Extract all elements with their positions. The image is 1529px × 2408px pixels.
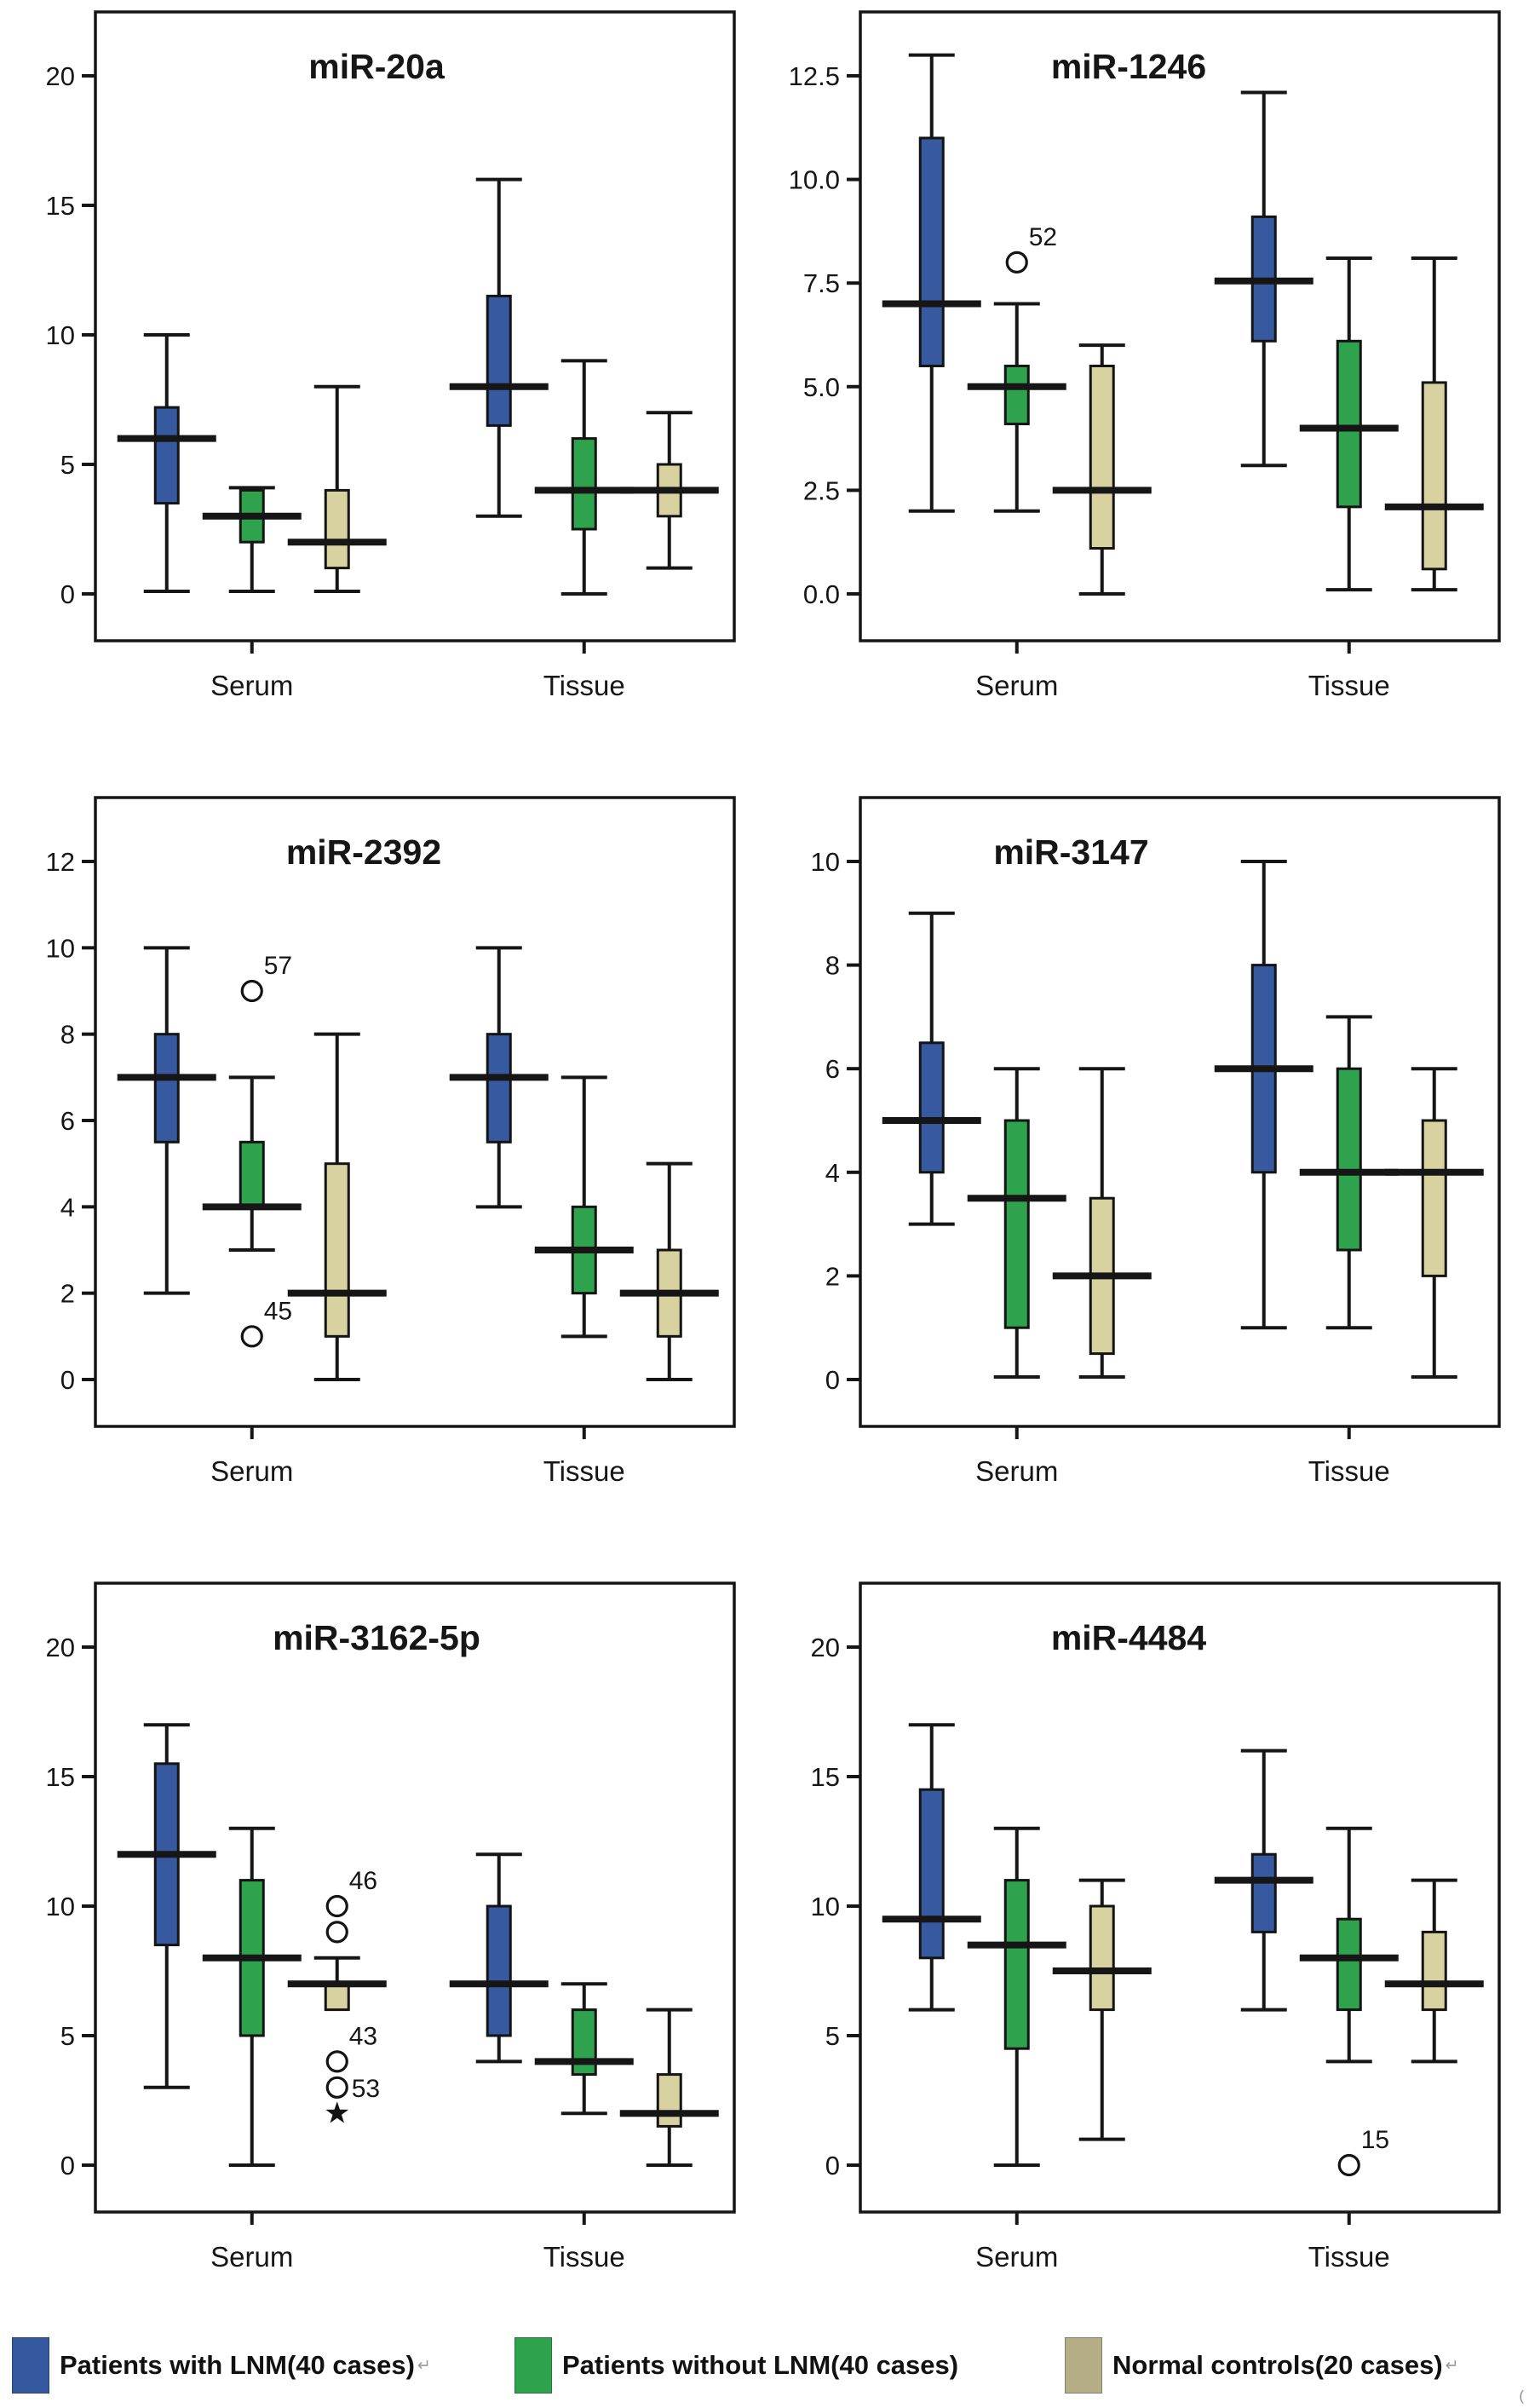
box-with_lnm-tissue	[450, 180, 549, 516]
y-tick-label: 20	[45, 61, 75, 91]
chart-cell-mir-20a	[0, 0, 764, 750]
legend-item-normal	[1065, 2323, 1459, 2408]
y-tick-label: 20	[45, 1633, 75, 1662]
y-tick-label: 2	[825, 1261, 840, 1292]
x-group-label: Serum	[975, 670, 1059, 701]
x-group-label: Tissue	[543, 1455, 625, 1487]
y-tick-label: 0	[825, 1365, 840, 1395]
outlier-label: 53	[351, 2074, 381, 2103]
box-with_lnm-serum	[882, 913, 981, 1224]
y-tick-label: 5	[60, 450, 75, 480]
box-normal-serum	[1053, 1881, 1152, 2140]
box-without_lnm-serum	[968, 1829, 1066, 2165]
plot-border	[95, 1583, 734, 2212]
y-tick-label: 5	[825, 2021, 840, 2051]
box-normal-tissue	[620, 1164, 719, 1380]
outlier-circle	[327, 2052, 347, 2071]
iqr-box	[1005, 1120, 1028, 1328]
y-tick-label: 10	[45, 320, 75, 350]
iqr-box	[1005, 366, 1028, 423]
y-tick-label: 7.5	[802, 268, 840, 299]
legend	[0, 2323, 1529, 2408]
y-tick-label: 0	[825, 2151, 840, 2180]
iqr-box	[487, 296, 510, 425]
legend-label-normal: Normal controls(20 cases)	[1112, 2350, 1443, 2380]
box-with_lnm-serum	[118, 948, 216, 1293]
y-tick-label: 5	[60, 2021, 75, 2051]
paragraph-mark: ↵	[1445, 2356, 1459, 2375]
box-with_lnm-serum	[118, 335, 216, 591]
box-normal-tissue	[1385, 1881, 1484, 2062]
box-with_lnm-serum	[882, 55, 981, 511]
box-without_lnm-tissue	[1300, 258, 1399, 590]
boxplot-mir-4484	[765, 1571, 1529, 2321]
chart-title: miR-1246	[1050, 47, 1207, 86]
chart-title: miR-4484	[1050, 1618, 1207, 1657]
x-group-label: Tissue	[543, 2241, 625, 2273]
iqr-box	[920, 1789, 943, 1958]
box-normal-serum	[288, 1867, 387, 2123]
y-tick-label: 5.0	[802, 372, 840, 402]
box-normal-serum	[288, 1034, 387, 1380]
iqr-box	[240, 1142, 263, 1207]
x-group-label: Tissue	[1308, 670, 1390, 701]
chart-title: miR-3147	[993, 832, 1149, 872]
chart-title: miR-20a	[308, 47, 445, 86]
box-normal-tissue	[620, 412, 719, 567]
x-group-label: Serum	[975, 2241, 1059, 2273]
page-corner-artifact: (	[1519, 2388, 1524, 2404]
box-with_lnm-tissue	[450, 948, 549, 1207]
box-normal-serum	[1053, 1069, 1152, 1377]
y-tick-label: 15	[810, 1762, 840, 1792]
boxplot-mir-3162-5p	[0, 1571, 764, 2321]
x-group-label: Tissue	[543, 670, 625, 701]
y-tick-label: 15	[45, 191, 75, 221]
plot-border	[860, 1583, 1499, 2212]
x-group-label: Tissue	[1308, 1455, 1390, 1487]
y-tick-label: 4	[825, 1157, 840, 1188]
outlier-label: 45	[263, 1297, 293, 1326]
outlier-circle	[1007, 252, 1026, 272]
iqr-box	[920, 1043, 943, 1172]
box-normal-serum	[1053, 345, 1152, 594]
outlier-circle	[242, 1327, 262, 1346]
iqr-box	[1252, 1854, 1275, 1932]
iqr-box	[487, 1906, 510, 2036]
y-tick-label: 12	[45, 847, 75, 877]
y-tick-label: 6	[60, 1106, 75, 1136]
y-tick-label: 10	[45, 1892, 75, 1921]
y-tick-label: 20	[810, 1633, 840, 1662]
chart-cell-mir-2392	[0, 786, 764, 1535]
legend-label-with-lnm: Patients with LNM(40 cases)	[60, 2350, 415, 2380]
chart-cell-mir-3147	[765, 786, 1529, 1535]
legend-item-without-lnm	[514, 2323, 958, 2408]
box-without_lnm-serum	[203, 1829, 302, 2165]
chart-cell-mir-4484	[765, 1571, 1529, 2321]
y-tick-label: 10	[45, 933, 75, 964]
y-tick-label: 0	[60, 2151, 75, 2180]
iqr-box	[325, 1984, 348, 2009]
outlier-label: 57	[263, 952, 293, 980]
iqr-box	[487, 1034, 510, 1143]
box-without_lnm-serum	[968, 1069, 1066, 1377]
box-without_lnm-tissue	[535, 360, 634, 594]
outlier-label: 15	[1360, 2126, 1390, 2154]
y-tick-label: 8	[60, 1019, 75, 1050]
legend-item-with-lnm	[12, 2323, 431, 2408]
chart-cell-mir-3162-5p	[0, 1571, 764, 2321]
plot-border	[860, 798, 1499, 1426]
outlier-star	[325, 2101, 348, 2123]
y-tick-label: 2.5	[802, 475, 840, 506]
box-without_lnm-serum	[203, 487, 302, 591]
y-tick-label: 15	[45, 1762, 75, 1792]
y-tick-label: 0	[60, 1365, 75, 1395]
y-tick-label: 0.0	[802, 579, 840, 609]
chart-title: miR-3162-5p	[273, 1618, 480, 1657]
iqr-box	[155, 407, 178, 503]
iqr-box	[1090, 366, 1113, 548]
y-tick-label: 0	[60, 579, 75, 609]
box-normal-tissue	[620, 2010, 719, 2165]
boxplot-mir-3147	[765, 786, 1529, 1535]
paragraph-mark: ↵	[417, 2356, 431, 2375]
legend-label-without-lnm: Patients without LNM(40 cases)	[562, 2350, 959, 2380]
box-with_lnm-tissue	[450, 1854, 549, 2061]
box-with_lnm-serum	[118, 1725, 216, 2088]
iqr-box	[920, 138, 943, 366]
y-tick-label: 10	[810, 847, 840, 877]
iqr-box	[325, 1164, 348, 1337]
outlier-circle	[327, 1897, 347, 1916]
box-normal-tissue	[1385, 258, 1484, 590]
outlier-circle	[327, 1922, 347, 1942]
outlier-circle	[1339, 2156, 1359, 2175]
outlier-label: 46	[348, 1867, 378, 1895]
y-tick-label: 2	[60, 1278, 75, 1309]
iqr-box	[1337, 341, 1360, 507]
iqr-box	[155, 1034, 178, 1143]
box-with_lnm-tissue	[1215, 861, 1313, 1328]
y-tick-label: 4	[60, 1192, 75, 1223]
boxplot-mir-20a	[0, 0, 764, 750]
boxplot-mir-1246	[765, 0, 1529, 750]
y-tick-label: 10.0	[788, 164, 840, 195]
legend-swatch-without-lnm	[514, 2337, 552, 2394]
box-without_lnm-serum	[203, 952, 302, 1346]
x-group-label: Serum	[975, 1455, 1059, 1487]
x-group-label: Serum	[210, 1455, 294, 1487]
outlier-circle	[327, 2077, 347, 2097]
iqr-box	[1423, 383, 1446, 569]
legend-swatch-with-lnm	[12, 2337, 49, 2394]
y-tick-label: 8	[825, 950, 840, 981]
iqr-box	[1337, 1919, 1360, 2009]
box-without_lnm-tissue	[535, 1984, 634, 2113]
x-group-label: Serum	[210, 670, 294, 701]
y-tick-label: 10	[810, 1892, 840, 1921]
x-group-label: Tissue	[1308, 2241, 1390, 2273]
iqr-box	[658, 2075, 681, 2127]
box-without_lnm-tissue	[1300, 1829, 1399, 2175]
iqr-box	[1423, 1120, 1446, 1276]
y-tick-label: 12.5	[788, 61, 840, 91]
iqr-box	[1423, 1932, 1446, 2009]
chart-cell-mir-1246	[765, 0, 1529, 750]
box-without_lnm-serum	[968, 223, 1066, 511]
box-without_lnm-tissue	[1300, 1017, 1399, 1328]
plot-border	[95, 798, 734, 1426]
iqr-box	[572, 439, 595, 529]
iqr-box	[1337, 1069, 1360, 1250]
outlier-label: 43	[348, 2022, 378, 2051]
box-without_lnm-tissue	[535, 1077, 634, 1336]
outlier-label: 52	[1028, 222, 1058, 251]
outlier-circle	[242, 982, 262, 1001]
iqr-box	[1005, 1881, 1028, 2049]
x-group-label: Serum	[210, 2241, 294, 2273]
box-with_lnm-tissue	[1215, 92, 1313, 465]
box-normal-tissue	[1385, 1069, 1484, 1377]
box-with_lnm-serum	[882, 1725, 981, 2009]
plot-border	[860, 12, 1499, 641]
box-normal-serum	[288, 387, 387, 591]
iqr-box	[1090, 1906, 1113, 2010]
boxplot-mir-2392	[0, 786, 764, 1535]
y-tick-label: 6	[825, 1054, 840, 1085]
iqr-box	[325, 490, 348, 567]
box-with_lnm-tissue	[1215, 1751, 1313, 2010]
legend-swatch-normal	[1065, 2337, 1102, 2394]
plot-border	[95, 12, 734, 641]
chart-title: miR-2392	[285, 832, 442, 872]
